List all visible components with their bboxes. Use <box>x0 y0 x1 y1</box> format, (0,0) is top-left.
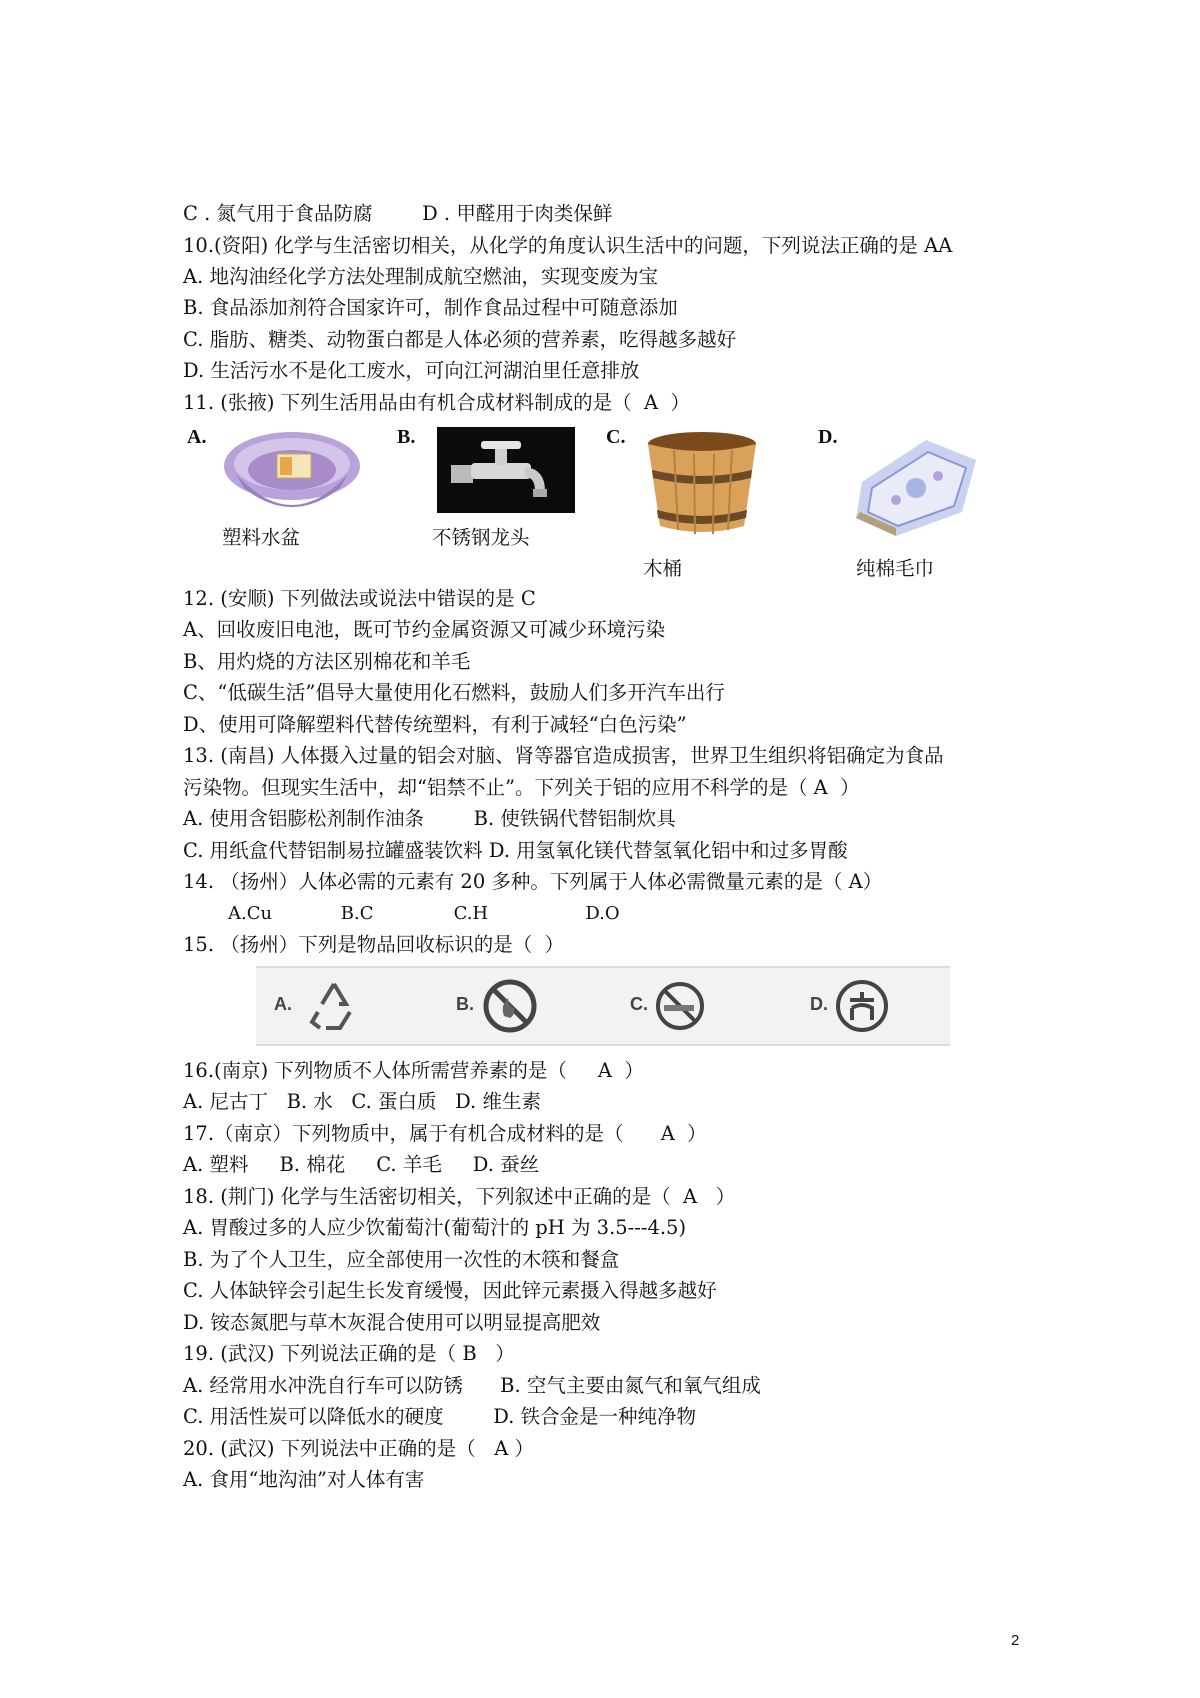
water-saving-icon <box>834 978 890 1034</box>
q11-option-d-caption: 纯棉毛巾 <box>856 557 935 580</box>
q12-option-b: B、用灼烧的方法区别棉花和羊毛 <box>183 650 471 673</box>
q19-options-cd: C. 用活性炭可以降低水的硬度 D. 铁合金是一种纯净物 <box>183 1405 697 1428</box>
q13-stem-line2: 污染物。但现实生活中，却“铝禁不止”。下列关于铝的应用不科学的是（ A ） <box>183 776 860 799</box>
q19-stem: 19. (武汉) 下列说法正确的是（ B ） <box>183 1342 515 1365</box>
q20-option-a: A. 食用“地沟油”对人体有害 <box>183 1468 425 1491</box>
q20-stem: 20. (武汉) 下列说法中正确的是（ A ） <box>183 1437 535 1460</box>
recycle-icon <box>306 978 362 1034</box>
wooden-bucket-image <box>640 430 764 538</box>
q19-options-ab: A. 经常用水冲洗自行车可以防锈 B. 空气主要由氮气和氧气组成 <box>183 1374 761 1397</box>
q12-option-a: A、回收废旧电池，既可节约金属资源又可减少环境污染 <box>183 618 666 641</box>
q17-stem: 17.（南京）下列物质中，属于有机合成材料的是（ A ） <box>183 1122 707 1145</box>
q11-option-d-letter: D. <box>818 426 838 448</box>
q18-option-d: D. 铵态氮肥与草木灰混合使用可以明显提高肥效 <box>183 1311 601 1334</box>
q16-stem: 16.(南京) 下列物质不人体所需营养素的是（ A ） <box>183 1059 644 1082</box>
q11-option-c-letter: C. <box>606 426 626 448</box>
q17-options: A. 塑料 B. 棉花 C. 羊毛 D. 蚕丝 <box>183 1153 540 1176</box>
plastic-basin-image <box>222 426 362 518</box>
q14-options: A.Cu B.C C.H D.O <box>228 903 620 924</box>
q10-stem: 10.(资阳) 化学与生活密切相关，从化学的角度认识生活中的问题，下列说法正确的是 AA <box>183 234 953 257</box>
page-number: 2 <box>1011 1632 1020 1649</box>
q18-option-b: B. 为了个人卫生，应全部使用一次性的木筷和餐盒 <box>183 1248 620 1271</box>
q10-option-a: A. 地沟油经化学方法处理制成航空燃油，实现变废为宝 <box>183 265 658 288</box>
q15-sign-a-label: A. <box>274 994 292 1014</box>
q18-stem: 18. (荆门) 化学与生活密切相关，下列叙述中正确的是（ A ） <box>183 1185 736 1208</box>
q10-option-c: C. 脂肪、糖类、动物蛋白都是人体必须的营养素，吃得越多越好 <box>183 328 737 351</box>
q15-sign-b-label: B. <box>456 994 474 1014</box>
q11-option-a-letter: A. <box>187 426 207 448</box>
q13-stem-line1: 13. (南昌) 人体摄入过量的铝会对脑、肾等器官造成损害，世界卫生组织将铝确定为食品 <box>183 744 944 767</box>
q18-option-a: A. 胃酸过多的人应少饮葡萄汁(葡萄汁的 pH 为 3.5---4.5) <box>183 1216 687 1239</box>
no-smoking-icon <box>654 980 706 1032</box>
q11-stem: 11. (张掖) 下列生活用品由有机合成材料制成的是（ A ） <box>183 391 691 414</box>
q12-option-d: D、使用可降解塑料代替传统塑料，有利于减轻“白色污染” <box>183 713 687 736</box>
q12-option-c: C、“低碳生活”倡导大量使用化石燃料，鼓励人们多开汽车出行 <box>183 681 725 704</box>
q12-stem: 12. (安顺) 下列做法或说法中错误的是 C <box>183 587 536 610</box>
q11-option-b-letter: B. <box>397 426 416 448</box>
cotton-towel-image <box>852 432 980 538</box>
q13-options-cd: C. 用纸盒代替铝制易拉罐盛装饮料 D. 用氢氧化镁代替氢氧化铝中和过多胃酸 <box>183 839 848 862</box>
q11-option-b-caption: 不锈钢龙头 <box>432 526 530 549</box>
q11-option-a-caption: 塑料水盆 <box>222 526 301 549</box>
q14-stem: 14. （扬州）人体必需的元素有 20 多种。下列属于人体必需微量元素的是（ A） <box>183 870 883 893</box>
q15-stem: 15. （扬州）下列是物品回收标识的是（ ） <box>183 933 565 956</box>
q13-options-ab: A. 使用含铝膨松剂制作油条 B. 使铁锅代替铝制炊具 <box>183 807 676 830</box>
q10-option-d: D. 生活污水不是化工废水，可向江河湖泊里任意排放 <box>183 359 640 382</box>
q18-option-c: C. 人体缺锌会引起生长发育缓慢，因此锌元素摄入得越多越好 <box>183 1279 717 1302</box>
q15-sign-d-label: D. <box>810 994 828 1014</box>
no-fire-icon <box>482 978 538 1034</box>
q15-sign-c-label: C. <box>630 994 648 1014</box>
q15-signs-strip <box>256 966 950 1046</box>
q11-option-c-caption: 木桶 <box>643 557 683 580</box>
q9-options-cd: C . 氮气用于食品防腐 D . 甲醛用于肉类保鲜 <box>183 202 613 225</box>
q16-options: A. 尼古丁 B. 水 C. 蛋白质 D. 维生素 <box>183 1090 541 1113</box>
stainless-faucet-image <box>437 427 575 513</box>
q10-option-b: B. 食品添加剂符合国家许可，制作食品过程中可随意添加 <box>183 296 678 319</box>
